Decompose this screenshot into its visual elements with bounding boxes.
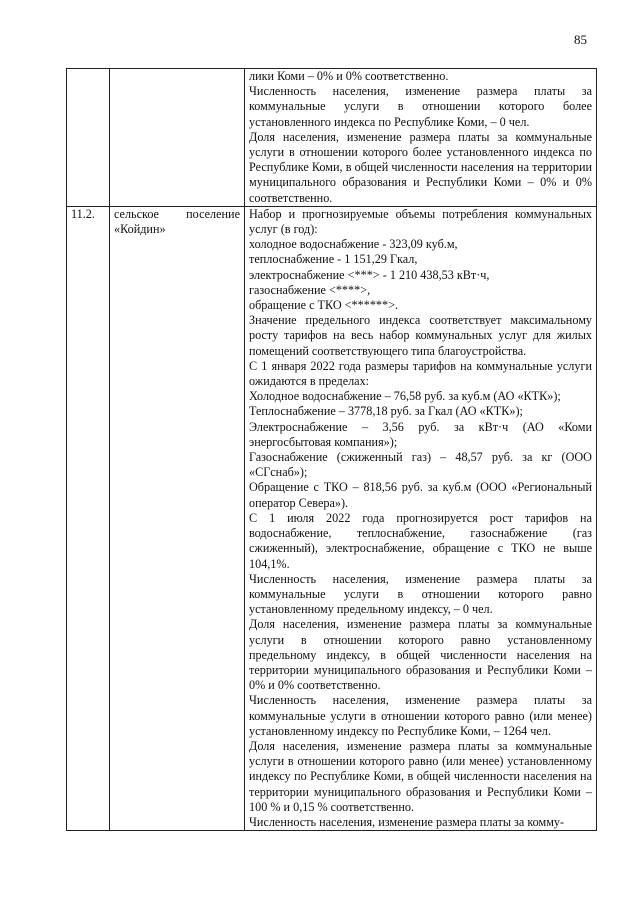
paragraph: холодное водоснабжение - 323,09 куб.м,: [249, 237, 458, 252]
paragraph: Холодное водоснабжение – 76,58 руб. за куб.м (АО «КТК»);: [249, 389, 561, 404]
paragraph: Электроснабжение – 3,56 руб. за кВт·ч (АО «Коми энергосбытовая компания»);: [249, 419, 592, 449]
paragraph: С 1 июля 2022 года прогнозируется рост тарифов на водоснабжение, теплоснабжение, газоснабжение (газ сжиженный), электроснабжение, обращение с ТКО не выше 104,1%.: [249, 510, 592, 571]
paragraph: газоснабжение <****>,: [249, 282, 371, 297]
paragraph: Доля населения, изменение размера платы за коммунальные услуги в отношении которого более установленного индекса по Республике Коми, в общей численности населения на территории муниципального образования и Республики Коми – 0% и 0% соответственно.: [249, 129, 592, 205]
paragraph: Доля населения, изменение размера платы за коммунальные услуги в отношении которого равно (или менее) установленному индексу по Республике Коми, в общей численности населения на территории муниципального образования и Республики Коми – 100 % и 0,15 % соответственно.: [249, 738, 592, 814]
paragraph: Численность населения, изменение размера платы за коммунальные услуги в отношении которого равно установленному предельному индексу, – 0 чел.: [249, 571, 592, 617]
table-row: [67, 206, 597, 830]
paragraph: обращение с ТКО <******>.: [249, 298, 399, 313]
paragraph: Доля населения, изменение размера платы за коммунальные услуги в отношении которого равно установленному предельному индексу, в общей численности населения на территории муниципального образования и Республики Коми – 0% и 0% соответственно.: [249, 617, 592, 693]
tariff-table: [66, 68, 597, 831]
paragraph: Теплоснабжение – 3778,18 руб. за Гкал (АО «КТК»);: [249, 404, 523, 419]
row-number-cell: [67, 69, 110, 207]
paragraph: Численность населения, изменение размера платы за коммунальные услуги в отношении которого более установленного индекса по Республике Коми, – 0 чел.: [249, 84, 592, 129]
table-row: [67, 69, 597, 207]
row-number-cell: 11.2.: [67, 206, 110, 830]
page-number: 85: [574, 32, 587, 47]
settlement-name-cell: сельское поселение «Койдин»: [110, 206, 245, 830]
paragraph: С 1 января 2022 года размеры тарифов на коммунальные услуги ожидаются в пределах:: [249, 358, 592, 389]
settlement-name-cell: [110, 69, 245, 207]
paragraph: теплоснабжение - 1 151,29 Гкал,: [249, 252, 418, 267]
description-cell: [245, 69, 597, 207]
paragraph: электроснабжение <***> - 1 210 438,53 кВт·ч,: [249, 267, 490, 282]
paragraph: Численность населения, изменение размера платы за коммунальные услуги в отношении которого равно (или менее) установленному индексу по Республике Коми, – 1264 чел.: [249, 693, 592, 738]
description-cell: [245, 206, 597, 830]
paragraph: Численность населения, изменение размера платы за комму-: [249, 814, 565, 829]
paragraph: Обращение с ТКО – 818,56 руб. за куб.м (ООО «Региональный оператор Севера»).: [249, 480, 592, 510]
paragraph: Газоснабжение (сжиженный газ) – 48,57 руб. за кг (ООО «СГснаб»);: [249, 450, 592, 480]
paragraph: Набор и прогнозируемые объемы потребления коммунальных услуг (в год):: [249, 206, 592, 237]
paragraph: лики Коми – 0% и 0% соответственно.: [249, 69, 449, 83]
paragraph: Значение предельного индекса соответствует максимальному росту тарифов на весь набор коммунальных услуг для жилых помещений соответствующего типа благоустройства.: [249, 313, 592, 358]
